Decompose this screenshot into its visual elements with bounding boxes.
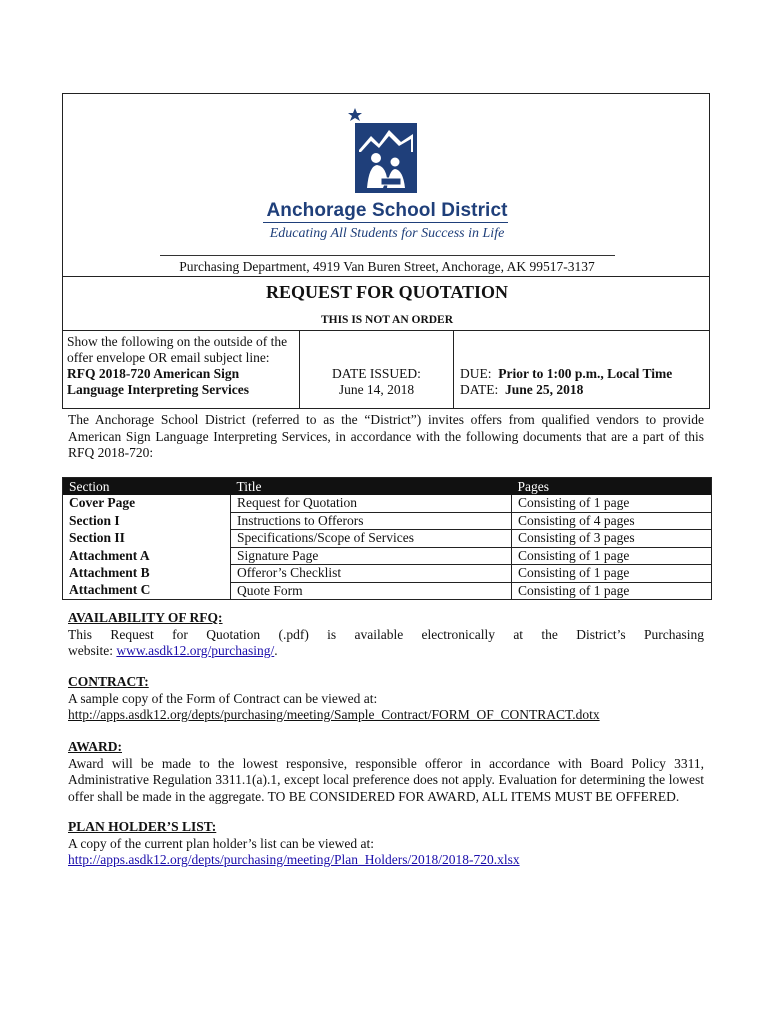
pages-cell: Consisting of 3 pages (512, 530, 712, 548)
section-cell: Attachment B (69, 565, 150, 580)
column-header-title: Title (231, 478, 512, 496)
divider (63, 276, 709, 277)
award-section (68, 739, 704, 805)
district-tagline: Educating All Students for Success in Life (269, 226, 505, 241)
title-cell: Request for Quotation (231, 495, 512, 512)
pages-cell: Consisting of 1 page (512, 582, 712, 600)
page-title: REQUEST FOR QUOTATION (265, 282, 509, 302)
section-heading: PLAN HOLDER’S LIST: (68, 819, 217, 834)
date-issued-value: June 14, 2018 (338, 382, 415, 397)
not-an-order-notice: THIS IS NOT AN ORDER (320, 314, 454, 326)
column-divider (453, 331, 454, 409)
due-date-label: DATE: (460, 382, 499, 397)
due-date-value: June 25, 2018 (505, 382, 584, 397)
section-cell: Attachment A (69, 547, 150, 563)
intro-paragraph: The Anchorage School District (referred to as the “District”) invites offers from qualified vendors to provide American Sign Language Interpreting Services, in accordance with the following documents that are a part of this RFQ 2018-720: (68, 412, 704, 460)
documents-table (62, 477, 712, 600)
rfq-subject-line: RFQ 2018-720 American Sign (67, 366, 240, 381)
section-heading: CONTRACT: (68, 674, 149, 689)
district-logo-icon (347, 108, 425, 198)
section-cell: Attachment C (69, 582, 151, 598)
contract-link[interactable]: http://apps.asdk12.org/depts/purchasing/meeting/Sample_Contract/FORM_OF_CONTRACT.dotx (68, 707, 600, 722)
plan-holders-text: A copy of the current plan holder’s list can be viewed at: (68, 835, 375, 851)
plan-holders-link[interactable]: http://apps.asdk12.org/depts/purchasing/meeting/Plan_Holders/2018/2018-720.xlsx (68, 852, 520, 867)
section-heading: AVAILABILITY OF RFQ: (68, 610, 223, 625)
column-header-pages: Pages (512, 478, 712, 496)
table-row (63, 565, 712, 583)
purchasing-address: Purchasing Department, 4919 Van Buren Street, Anchorage, AK 99517-3137 (179, 259, 595, 274)
divider (63, 330, 709, 331)
due-label: DUE: (460, 366, 492, 381)
contract-text: A sample copy of the Form of Contract can be viewed at: (68, 690, 378, 706)
award-text: Award will be made to the lowest responsive, responsible offeror in accordance with Board Policy 3311, Administrative Regulation 3311.1(a).1, except local preference does not apply. Evaluation for determining the lowest offer shall be made in the aggregate. TO BE CONSIDERED FOR AWARD, ALL ITEMS MUST BE OFFERED. (68, 755, 704, 804)
column-header-section: Section (63, 478, 231, 496)
section-cell: Section II (69, 530, 125, 545)
address-divider (160, 255, 615, 256)
rfq-subject-line: Language Interpreting Services (67, 382, 249, 397)
availability-text-end: . (274, 643, 278, 658)
envelope-line: offer envelope OR email subject line: (67, 350, 270, 365)
purchasing-website-link[interactable]: www.asdk12.org/purchasing/ (116, 643, 275, 658)
table-row (63, 547, 712, 565)
table-row (63, 495, 712, 512)
pages-cell: Consisting of 1 page (512, 565, 712, 583)
title-cell: Offeror’s Checklist (231, 565, 512, 583)
availability-text: website: (68, 643, 113, 658)
header-frame (62, 93, 710, 409)
plan-holders-section (68, 819, 704, 869)
availability-section (68, 610, 704, 660)
section-cell: Section I (69, 512, 120, 528)
pages-cell: Consisting of 1 page (512, 495, 712, 512)
table-row (63, 582, 712, 600)
date-issued (300, 366, 453, 398)
title-cell: Quote Form (231, 582, 512, 600)
title-cell: Specifications/Scope of Services (231, 530, 512, 548)
section-heading: AWARD: (68, 739, 122, 754)
table-header (63, 478, 712, 496)
date-issued-label: DATE ISSUED: (332, 366, 421, 381)
section-cell: Cover Page (69, 495, 136, 511)
due-date (460, 366, 705, 398)
pages-cell: Consisting of 4 pages (512, 512, 712, 530)
due-time: Prior to 1:00 p.m., Local Time (498, 366, 673, 381)
availability-text: This Request for Quotation (.pdf) is available electronically at the District’s Purchasing (68, 626, 704, 642)
title-cell: Instructions to Offerors (231, 512, 512, 530)
district-name: Anchorage School District (266, 200, 508, 221)
contract-section (68, 674, 704, 724)
pages-cell: Consisting of 1 page (512, 547, 712, 565)
table-row (63, 530, 712, 548)
tagline-divider (263, 222, 508, 223)
title-cell: Signature Page (231, 547, 512, 565)
table-row (63, 512, 712, 530)
envelope-instructions (67, 334, 297, 398)
envelope-line: Show the following on the outside of the (67, 334, 288, 349)
